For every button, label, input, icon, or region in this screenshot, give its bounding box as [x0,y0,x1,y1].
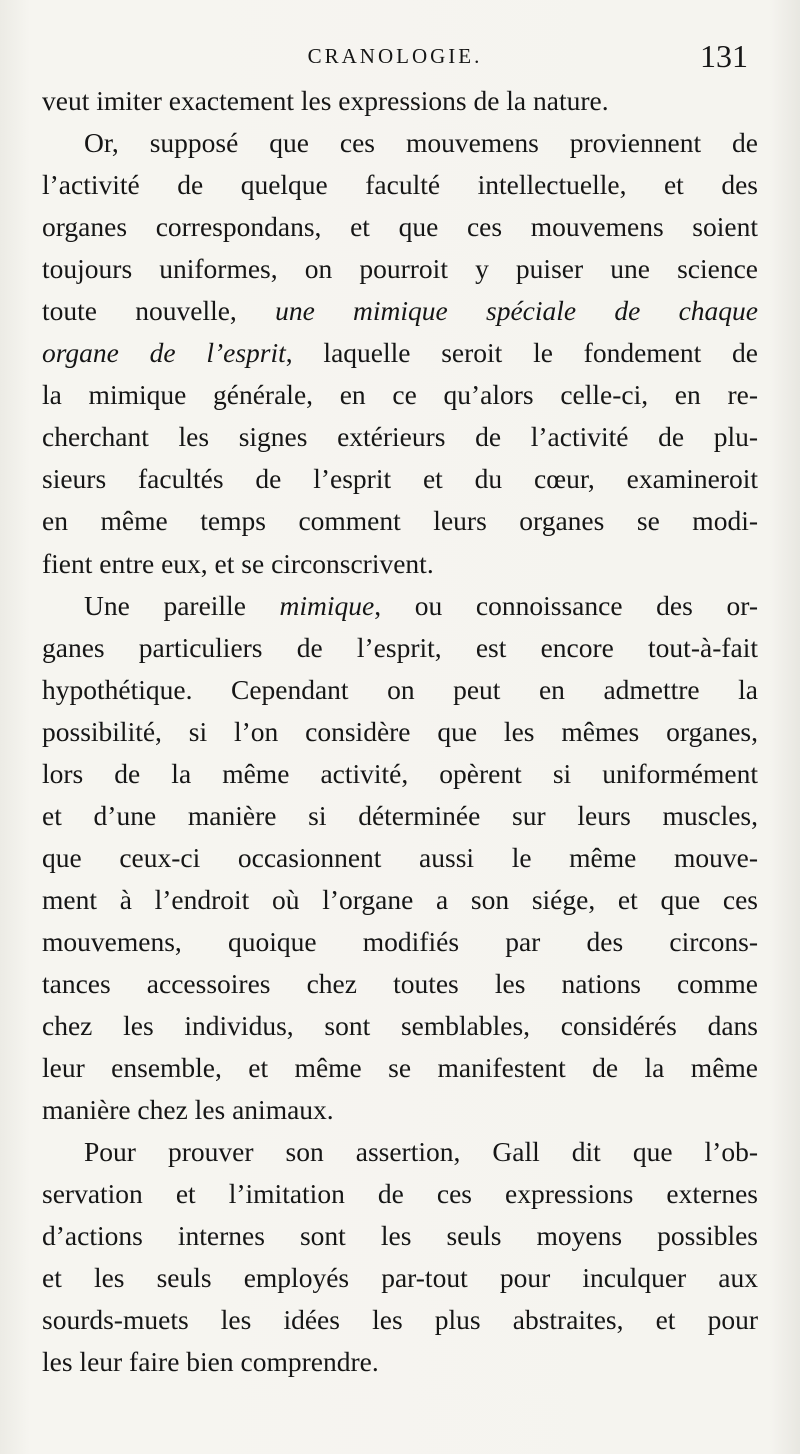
text-span: , laquelle seroit le fondement de [285,337,758,369]
text-line: servation et l’imitation de ces expressions externes [42,1178,758,1210]
text-span: , ou connoissance des or- [374,589,758,621]
text-line: que ceux-ci occasionnent aussi le même mouve- [42,841,758,873]
text-line: toujours uniformes, on pourroit y puiser une science [42,253,758,285]
text-line: les leur faire bien comprendre. [42,1346,379,1378]
text-line: et d’une manière si déterminée sur leurs muscles, [42,799,758,831]
running-head [40,38,750,78]
text-line: Or, supposé que ces mouvemens proviennent de [84,127,758,159]
text-line: fient entre eux, et se circonscrivent. [42,547,434,579]
text-line: sieurs facultés de l’esprit et du cœur, examineroit [42,463,758,495]
italic-span: une mimique spéciale de chaque [275,295,758,327]
running-head-title: CRANOLOGIE. [307,44,483,68]
text-line: et les seuls employés par-tout pour inculquer aux [42,1262,758,1294]
text-line: veut imiter exactement les expressions de la nature. [42,85,609,116]
text-line: leur ensemble, et même se manifestent de la même [42,1052,758,1084]
text-line: mouvemens, quoique modifiés par des circons- [42,925,758,957]
text-line: en même temps comment leurs organes se modi- [42,505,758,537]
text-line: hypothétique. Cependant on peut en admettre la [42,673,758,705]
text-line: possibilité, si l’on considère que les mêmes organes, [42,715,758,747]
italic-span: organe de l’esprit [42,337,286,369]
text-line: ganes particuliers de l’esprit, est encore tout-à-fait [42,631,758,663]
text-line [42,332,758,374]
text-span: toute nouvelle, [42,295,276,327]
text-line: cherchant les signes extérieurs de l’activité de plu- [42,421,758,453]
text-line: chez les individus, sont semblables, considérés dans [42,1010,758,1042]
text-line: lors de la même activité, opèrent si uniformément [42,757,758,789]
text-line: Pour prouver son assertion, Gall dit que l’ob- [84,1136,758,1168]
text-line: l’activité de quelque faculté intellectuelle, et des [42,169,758,201]
text-span: Une pareille [84,589,280,621]
text-line: organes correspondans, et que ces mouvemens soient [42,211,758,243]
text-line: ment à l’endroit où l’organe a son siége, et que ces [42,883,758,915]
text-line [42,290,758,332]
text-line: d’actions internes sont les seuls moyens possibles [42,1220,758,1252]
body-text [42,80,758,1383]
text-line [42,585,758,627]
italic-span: mimique [279,589,375,621]
text-line: tances accessoires chez toutes les nations comme [42,967,758,999]
page-number: 131 [700,38,748,74]
text-line: manière chez les animaux. [42,1094,334,1126]
text-line: sourds-muets les idées les plus abstraites, et pour [42,1304,758,1336]
text-line: la mimique générale, en ce qu’alors celle-ci, en re- [42,379,758,411]
